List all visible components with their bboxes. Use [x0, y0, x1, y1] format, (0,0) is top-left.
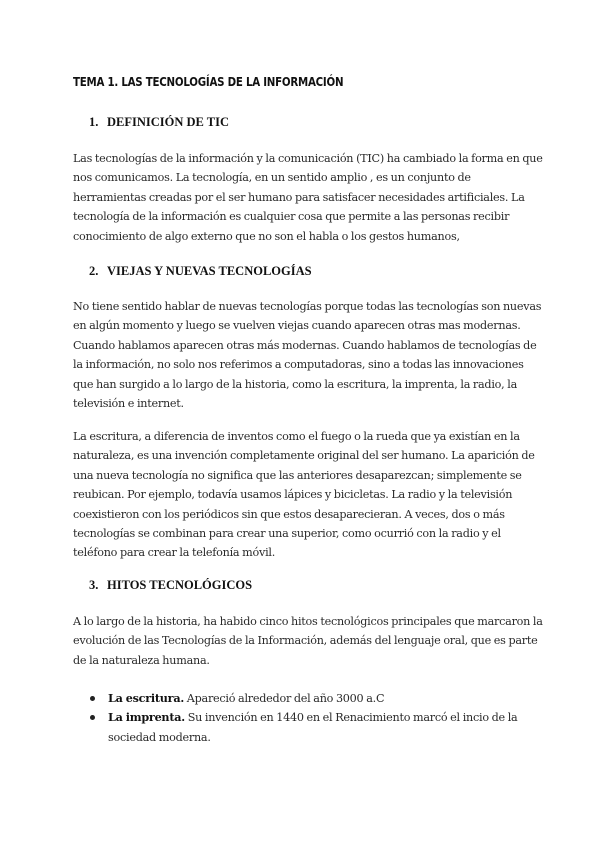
hitos-list: [90, 689, 540, 747]
section-number: 1.: [89, 115, 99, 129]
section-heading-viejas-nuevas: [89, 264, 312, 279]
section-heading-definicion: [89, 115, 229, 130]
paragraph-hitos: A lo largo de la historia, ha habido cinco hitos tecnológicos principales que marcaron la evolución de las Tecnologías de la Información, además del lenguaje oral, que es parte de la naturaleza humana.: [73, 615, 543, 667]
section-heading-text: VIEJAS Y NUEVAS TECNOLOGÍAS: [107, 264, 312, 278]
list-item-text: Su invención en 1440 en el Renacimiento marcó el incio de la sociedad moderna.: [108, 711, 518, 744]
section-heading-text: DEFINICIÓN DE TIC: [107, 115, 230, 129]
section-heading-text: HITOS TECNOLÓGICOS: [107, 578, 253, 592]
list-item-text: Apareció alrededor del año 3000 a.C: [183, 692, 385, 705]
paragraph-nuevas-tecnologias: No tiene sentido hablar de nuevas tecnologías porque todas las tecnologías son nuevas en algún momento y luego se vuelven viejas cuando aparecen otras mas modernas. Cuando hablamos aparecen otras más modernas. Cuando hablamos de tecnologías de la información, no solo nos referimos a computadoras, sino a todas las innovaciones que han surgido a lo largo de la historia, como la escritura, la imprenta, la radio, la televisión e internet.: [73, 300, 542, 411]
list-item: [90, 708, 540, 747]
document-title: TEMA 1. LAS TECNOLOGÍAS DE LA INFORMACIÓN: [73, 74, 344, 89]
section-heading-hitos: [89, 578, 252, 593]
list-item-term: La escritura.: [108, 691, 184, 705]
list-item: [90, 689, 540, 708]
section-number: 3.: [89, 578, 99, 592]
list-item-term: La imprenta.: [108, 710, 185, 725]
paragraph-definicion: Las tecnologías de la información y la comunicación (TIC) ha cambiado la forma en que nos comunicamos. La tecnología, en un sentido amplio , es un conjunto de herramientas creadas por el ser humano para satisfacer necesidades artificiales. La tecnología de la información es cualquier cosa que permite a las personas recibir conocimiento de algo externo que no son el habla o los gestos humanos,: [73, 152, 543, 243]
bullet-icon: [90, 715, 95, 720]
paragraph-escritura: La escritura, a diferencia de inventos como el fuego o la rueda que ya existían en la naturaleza, es una invención completamente original del ser humano. La aparición de una nueva tecnología no significa que las anteriores desaparezcan; simplemente se reubican. Por ejemplo, todavía usamos lápices y bicicletas. La radio y la televisión coexistieron con los periódicos sin que estos desaparecieran. A veces, dos o más tecnologías se combinan para crear una superior, como ocurrió con la radio y el teléfono para crear la telefonía móvil.: [73, 430, 535, 560]
bullet-icon: [90, 696, 95, 701]
section-number: 2.: [89, 264, 99, 278]
